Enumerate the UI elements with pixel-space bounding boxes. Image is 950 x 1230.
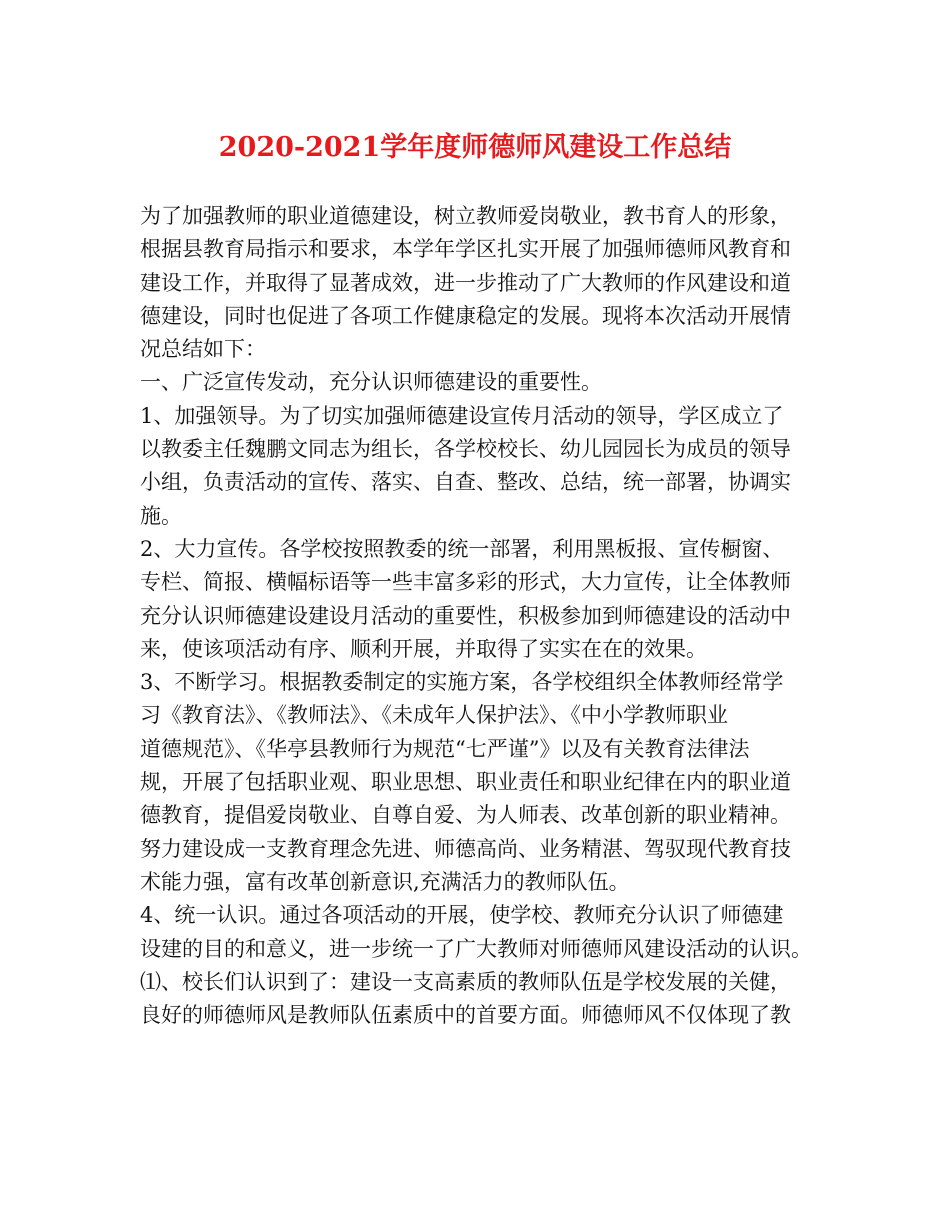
- paragraph-line: 以教委主任魏鹏文同志为组长，各学校校长、幼儿园园长为成员的领导: [140, 437, 791, 462]
- paragraph-line: 1、加强领导。为了切实加强师德建设宣传月活动的领导，学区成立了: [140, 403, 784, 428]
- paragraph-line: 道德规范》、《华亭县教师行为规范“七严谨”》以及有关教育法律法: [140, 736, 750, 761]
- paragraph-line: 专栏、简报、横幅标语等一些丰富多彩的形式，大力宣传，让全体教师: [140, 570, 791, 595]
- paragraph-line: 良好的师德师风是教师队伍素质中的首要方面。师德师风不仅体现了教: [140, 1003, 791, 1028]
- paragraph-line: 努力建设成一支教育理念先进、师德高尚、业务精湛、驾驭现代教育技: [140, 836, 791, 861]
- paragraph-line: 德建设，同时也促进了各项工作健康稳定的发展。现将本次活动开展情: [140, 303, 791, 328]
- paragraph-line: 规，开展了包括职业观、职业思想、职业责任和职业纪律在内的职业道: [140, 770, 791, 795]
- paragraph-line: 术能力强，富有改革创新意识,充满活力的教师队伍。: [140, 869, 630, 894]
- document-title: 2020-2021学年度师德师风建设工作总结: [218, 132, 732, 163]
- paragraph-line: 习《教育法》、《教师法》、《未成年人保护法》、《中小学教师职业: [140, 703, 728, 728]
- paragraph-line: 2、大力宣传。各学校按照教委的统一部署，利用黑板报、宣传橱窗、: [140, 536, 784, 561]
- paragraph-line: 4、统一认识。通过各项活动的开展，使学校、教师充分认识了师德建: [140, 903, 784, 928]
- paragraph-line: 设建的目的和意义，进一步统一了广大教师对师德师风建设活动的认识。: [140, 936, 812, 961]
- document-body: [140, 200, 840, 1032]
- paragraph-line: ⑴、校长们认识到了：建设一支高素质的教师队伍是学校发展的关健，: [140, 969, 791, 994]
- paragraph-line: 充分认识师德建设建设月活动的重要性，积极参加到师德建设的活动中: [140, 603, 791, 628]
- paragraph-line: 3、不断学习。根据教委制定的实施方案，各学校组织全体教师经常学: [140, 670, 784, 695]
- paragraph-line: 来，使该项活动有序、顺利开展，并取得了实实在在的效果。: [140, 636, 707, 661]
- paragraph-line: 根据县教育局指示和要求，本学年学区扎实开展了加强师德师风教育和: [140, 237, 791, 262]
- paragraph-line: 小组，负责活动的宣传、落实、自查、整改、总结，统一部署，协调实: [140, 470, 791, 495]
- paragraph-line: 况总结如下：: [140, 337, 266, 362]
- paragraph-line: 德教育，提倡爱岗敬业、自尊自爱、为人师表、改革创新的职业精神。: [140, 803, 791, 828]
- paragraph-line: 为了加强教师的职业道德建设，树立教师爱岗敬业，教书育人的形象，: [140, 204, 791, 228]
- paragraph-line: 施。: [140, 503, 182, 528]
- paragraph-line: 建设工作，并取得了显著成效，进一步推动了广大教师的作风建设和道: [140, 270, 791, 295]
- section-heading: 一、广泛宣传发动，充分认识师德建设的重要性。: [140, 370, 602, 395]
